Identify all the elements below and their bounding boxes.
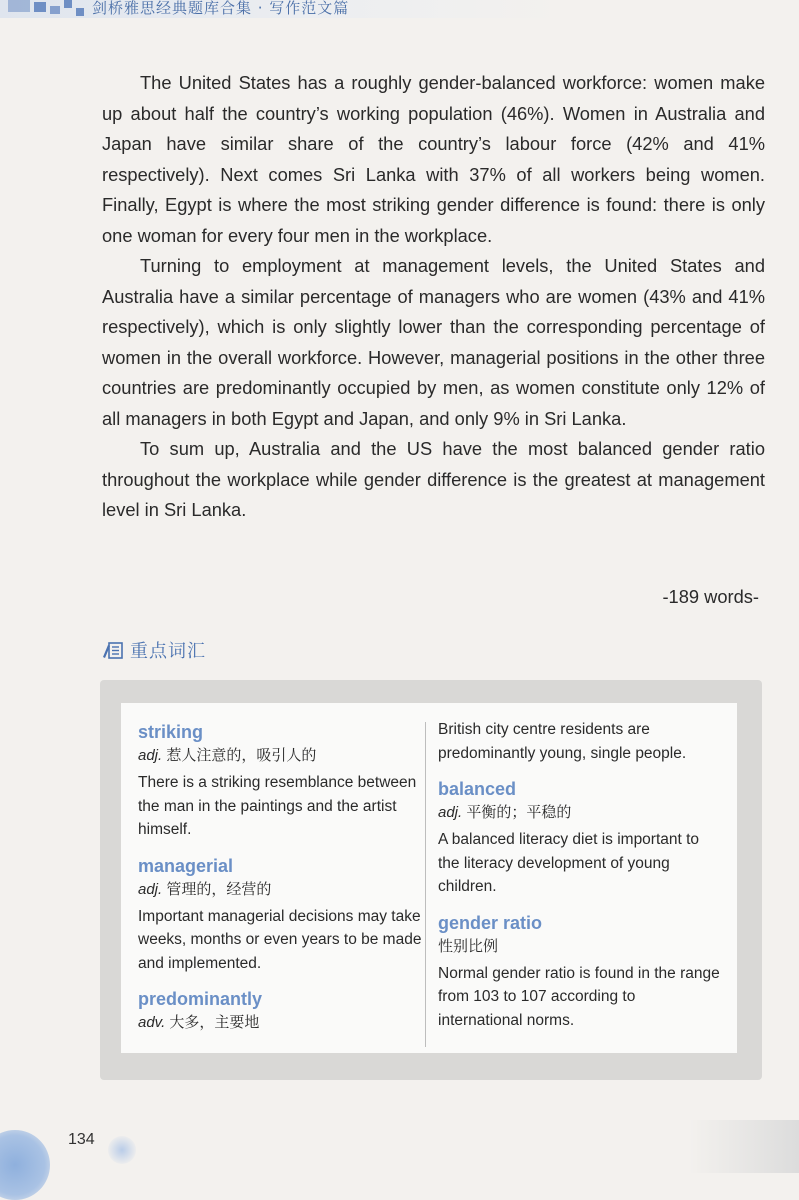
vocab-entry xyxy=(138,854,423,976)
chinese-meaning: 性别比例 xyxy=(438,936,499,955)
part-of-speech: adj. xyxy=(138,880,163,898)
vocab-definition xyxy=(438,935,723,958)
vocab-entry xyxy=(438,777,723,899)
chinese-meaning: 平衡的；平稳的 xyxy=(466,803,572,821)
vocab-entry xyxy=(438,911,723,1033)
vocab-entry xyxy=(138,720,423,842)
essay-paragraph-1: The United States has a roughly gender-balanced workforce: women make up about half the country’s working population (46%). Women in Australia and Japan have similar share of the country’s labour force (42% and 41% respectively). Next comes Sri Lanka with 37% of all workers being women. Finally, Egypt is where the most striking gender difference is found: there is only one woman for every four men in the workplace. xyxy=(102,72,765,246)
header-bar xyxy=(0,0,799,18)
vocab-definition xyxy=(138,744,423,767)
vocab-left-column xyxy=(138,720,423,1046)
word-count: -189 words- xyxy=(662,586,759,607)
part-of-speech: adj. xyxy=(438,804,463,821)
notebook-pencil-icon xyxy=(102,640,124,660)
corner-decoration-dot xyxy=(108,1136,136,1164)
vocab-section-heading xyxy=(102,638,206,662)
vocab-term: striking xyxy=(138,722,204,742)
vocab-example: There is a striking resemblance between the man in the paintings and the artist himself. xyxy=(138,774,417,838)
vocab-definition xyxy=(138,1011,423,1034)
vocab-example: A balanced literacy diet is important to the literacy development of young children. xyxy=(438,831,700,895)
vocab-term: predominantly xyxy=(138,989,263,1009)
vocab-right-column xyxy=(438,718,723,1044)
vocab-term: balanced xyxy=(438,779,517,799)
vocab-definition xyxy=(438,801,723,824)
page-number: 134 xyxy=(68,1131,95,1148)
vocab-definition xyxy=(138,878,423,901)
vocab-term: gender ratio xyxy=(438,912,543,933)
chinese-meaning: 管理的，经营的 xyxy=(166,879,272,898)
part-of-speech: adv. xyxy=(138,1014,166,1031)
part-of-speech: adj. xyxy=(138,747,163,764)
vocab-heading-label: 重点词汇 xyxy=(130,641,206,662)
vocab-example: British city centre residents are predominantly young, single people. xyxy=(438,721,687,762)
page-edge-shadow xyxy=(689,1120,799,1173)
essay-paragraph-3: To sum up, Australia and the US have the most balanced gender ratio throughout the workplace while gender difference is the greatest at management level in Sri Lanka. xyxy=(102,438,765,520)
vocab-entry-continuation xyxy=(438,718,723,765)
vocab-example: Normal gender ratio is found in the range from 103 to 107 according to international norms. xyxy=(438,964,720,1029)
vocab-entry xyxy=(138,987,423,1034)
vocab-example: Important managerial decisions may take weeks, months or even years to be made and implemented. xyxy=(138,907,422,972)
running-header-title: 剑桥雅思经典题库合集 · 写作范文篇 xyxy=(92,0,350,17)
chinese-meaning: 惹人注意的，吸引人的 xyxy=(166,746,317,764)
corner-decoration xyxy=(0,1130,50,1200)
chinese-meaning: 大多，主要地 xyxy=(169,1013,260,1031)
essay-body xyxy=(102,68,765,526)
vocab-column-divider xyxy=(425,722,426,1047)
essay-paragraph-2: Turning to employment at management levels, the United States and Australia have a similar percentage of managers who are women (43% and 41% respectively), which is only slightly lower than the corresponding percentage of women in the overall workforce. However, managerial positions in the other three countries are predominantly occupied by men, as women constitute only 12% of all managers in both Egypt and Japan, and only 9% in Sri Lanka. xyxy=(102,255,765,429)
vocab-term: managerial xyxy=(138,855,234,876)
